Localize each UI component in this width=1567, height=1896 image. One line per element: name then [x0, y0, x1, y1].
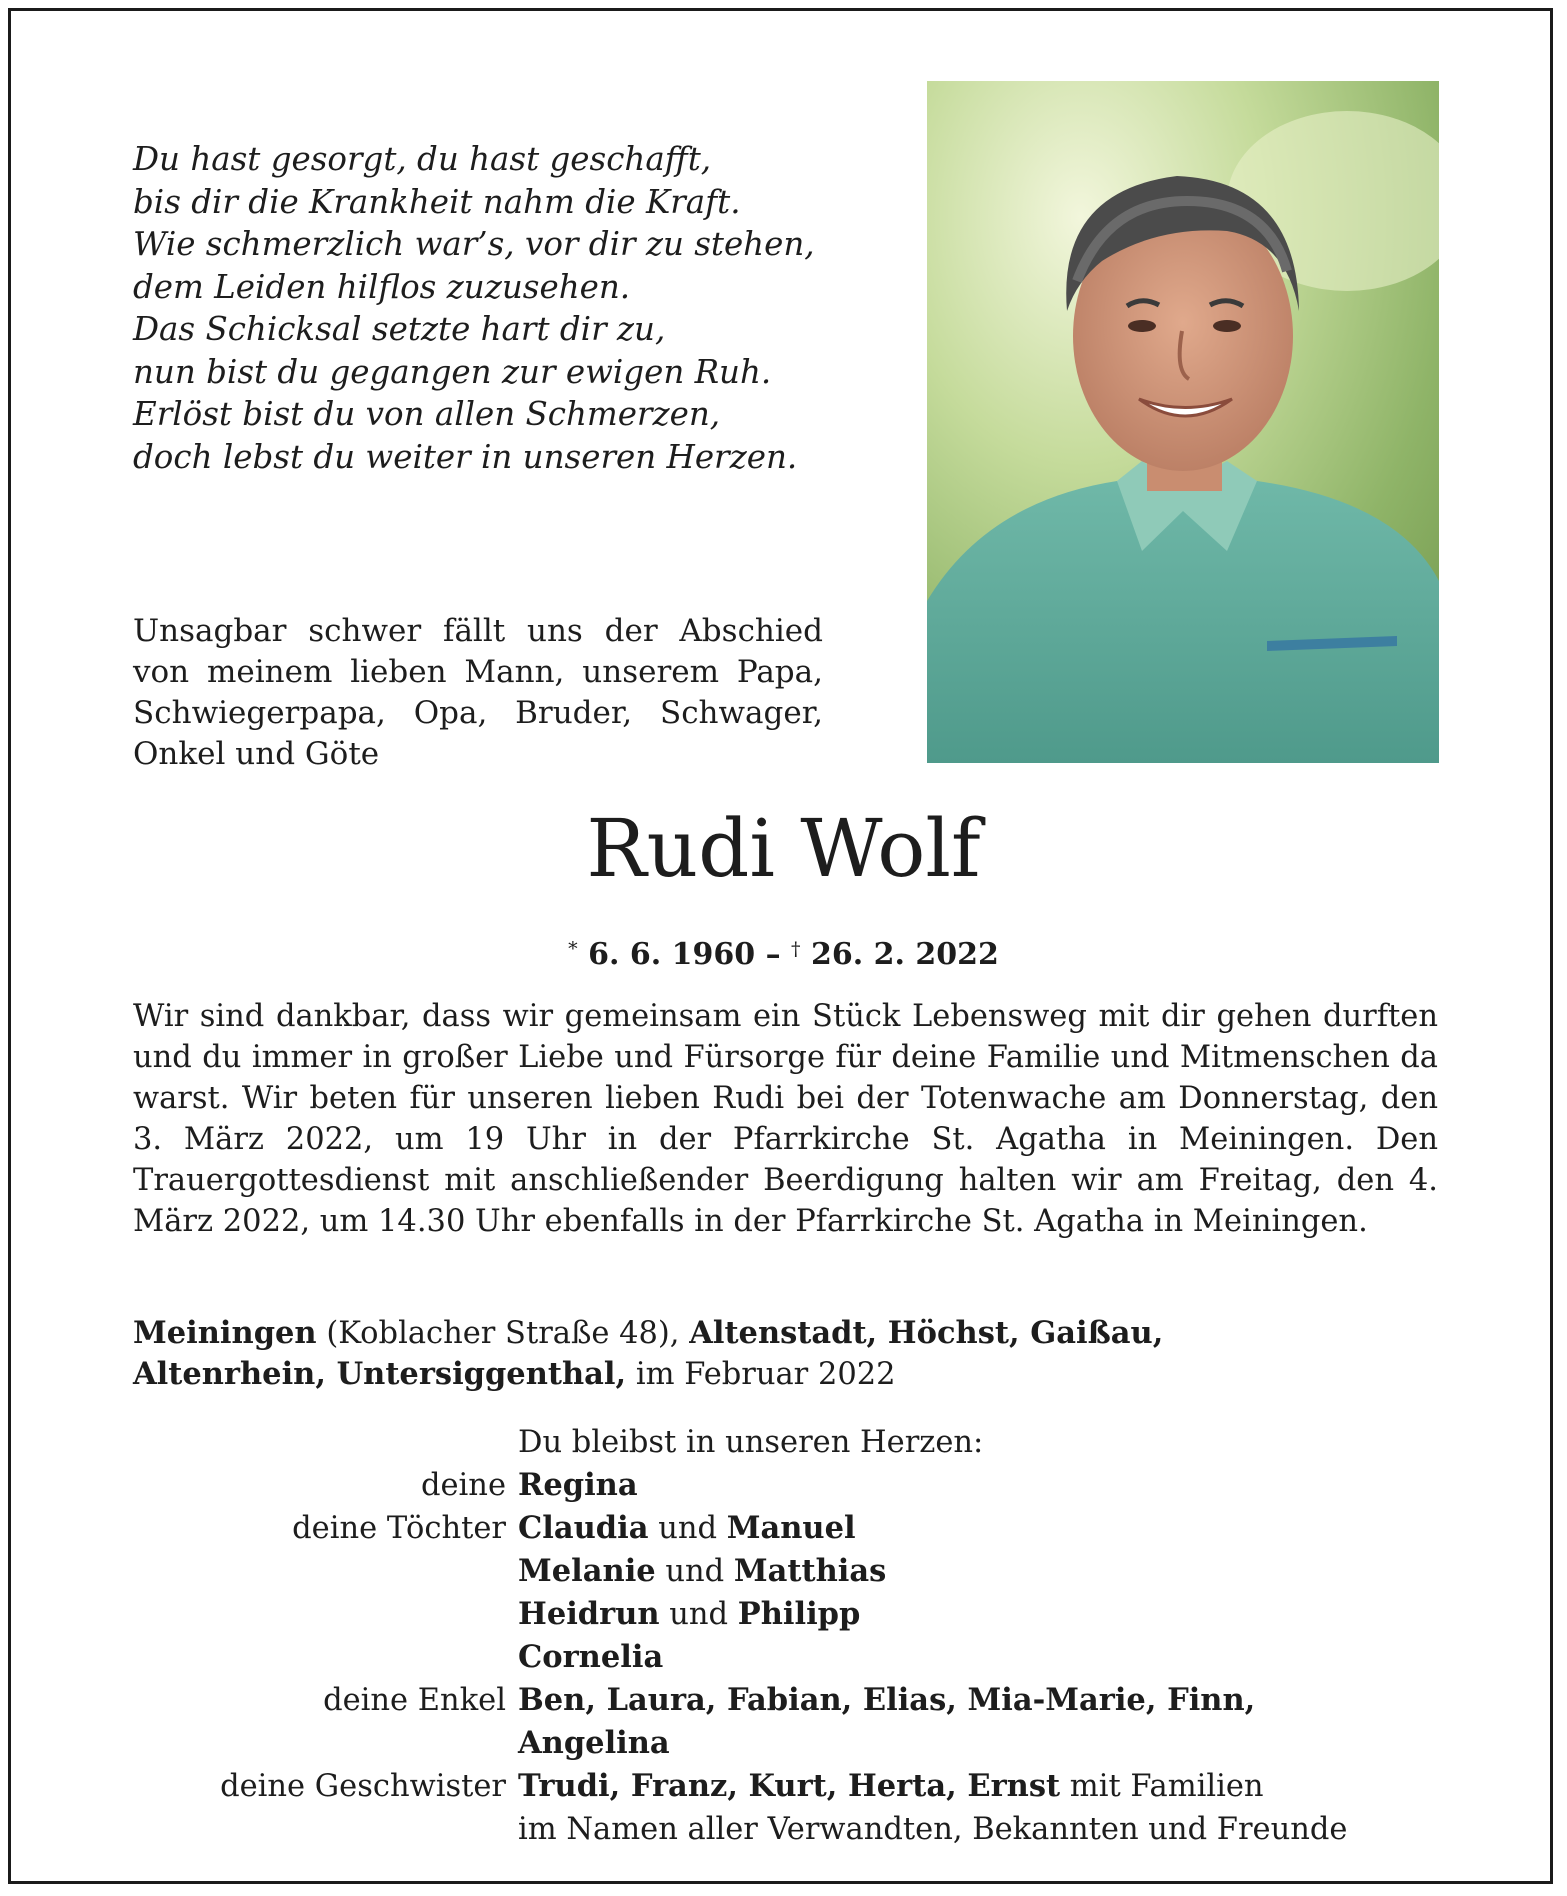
- mourner-row-grandchildren: [133, 1722, 1438, 1765]
- mourner-names: Angelina: [518, 1725, 670, 1761]
- deceased-name: Rudi Wolf: [586, 802, 981, 895]
- mourner-row-daughter: [133, 1550, 1438, 1593]
- mourner-name: Heidrun: [518, 1596, 660, 1632]
- relation-label: deine Geschwister: [220, 1769, 506, 1804]
- birth-symbol: *: [568, 938, 578, 960]
- relation-label: deine Enkel: [323, 1683, 506, 1718]
- funeral-details: Wir sind dankbar, dass wir gemeinsam ein Stück Lebensweg mit dir gehen durften und du immer in großer Liebe und Fürsorge für deine Familie und Mitmenschen da warst. Wir beten für unseren lieben Rudi bei der Totenwache am Donnerstag, den 3. März 2022, um 19 Uhr in der Pfarrkirche St. Agatha in Meiningen. Den Trauergottesdienst mit anschließender Beerdigung halten wir am Freitag, den 4. März 2022, um 14.30 Uhr ebenfalls in der Pfarrkirche St. Agatha in Meiningen.: [133, 999, 1438, 1239]
- mourner-row-daughter: [133, 1593, 1438, 1636]
- mourner-row-siblings: [133, 1765, 1438, 1808]
- birth-date: 6. 6. 1960: [588, 937, 756, 972]
- towns-line2: Altenrhein, Untersiggenthal,: [133, 1356, 627, 1392]
- mourner-names: Trudi, Franz, Kurt, Herta, Ernst: [518, 1768, 1061, 1804]
- portrait-photo: [927, 81, 1439, 763]
- siblings-suffix: mit Familien: [1069, 1769, 1264, 1804]
- poem-line: Wie schmerzlich war’s, vor dir zu stehen,: [133, 225, 815, 263]
- mourner-name: Claudia: [518, 1510, 649, 1546]
- life-dates: [11, 929, 1553, 975]
- town-name: Meiningen: [133, 1315, 317, 1351]
- mourners-list: [133, 1421, 1438, 1851]
- mourner-row-wife: [133, 1464, 1438, 1507]
- relation-label: deine Töchter: [292, 1511, 506, 1546]
- poem-line: nun bist du gegangen zur ewigen Ruh.: [133, 352, 772, 391]
- mourner-name: Matthias: [733, 1553, 887, 1589]
- obituary-frame: [8, 8, 1553, 1884]
- poem: [133, 138, 815, 478]
- date-separator: –: [765, 937, 781, 972]
- mourner-name: Regina: [518, 1467, 638, 1503]
- relation-label: deine: [420, 1468, 506, 1503]
- poem-line: Das Schicksal setzte hart dir zu,: [133, 310, 666, 348]
- death-date: 26. 2. 2022: [810, 937, 999, 972]
- date-month: im Februar 2022: [635, 1357, 896, 1392]
- mourner-name: Manuel: [726, 1510, 856, 1546]
- mourner-row-daughter: [133, 1507, 1438, 1550]
- mourner-row-grandchildren: [133, 1679, 1438, 1722]
- and-word: und: [669, 1597, 729, 1632]
- portrait-illustration: [927, 81, 1439, 763]
- poem-line: Erlöst bist du von allen Schmerzen,: [133, 395, 721, 433]
- mourners-heading-row: [133, 1421, 1438, 1464]
- poem-line: bis dir die Krankheit nahm die Kraft.: [133, 182, 741, 221]
- towns-line1: Altenstadt, Höchst, Gaißau,: [689, 1315, 1164, 1351]
- places-line: [133, 1313, 1438, 1395]
- poem-line: doch lebst du weiter in unseren Herzen.: [133, 437, 798, 476]
- poem-line: Du hast gesorgt, du hast geschafft,: [133, 140, 712, 178]
- town-address: (Koblacher Straße 48),: [326, 1316, 680, 1351]
- mourner-name: Cornelia: [518, 1639, 664, 1675]
- and-word: und: [658, 1511, 717, 1546]
- closing-line: im Namen aller Verwandten, Bekannten und Freunde: [518, 1812, 1348, 1847]
- mourner-row-closing: [133, 1808, 1438, 1851]
- mourner-name: Melanie: [518, 1553, 656, 1589]
- poem-line: dem Leiden hilflos zuzusehen.: [133, 267, 631, 306]
- and-word: und: [665, 1554, 725, 1589]
- intro-text: Unsagbar schwer fällt uns der Abschied von meinem lieben Mann, unserem Papa, Schwiegerpapa, Opa, Bruder, Schwager, Onkel und Göte: [133, 613, 823, 772]
- mourner-row-daughter: [133, 1636, 1438, 1679]
- mourners-heading: Du bleibst in unseren Herzen:: [518, 1425, 984, 1460]
- mourner-name: Philipp: [737, 1596, 861, 1632]
- mourner-names: Ben, Laura, Fabian, Elias, Mia-Marie, Finn,: [518, 1682, 1256, 1718]
- death-symbol: †: [791, 938, 801, 960]
